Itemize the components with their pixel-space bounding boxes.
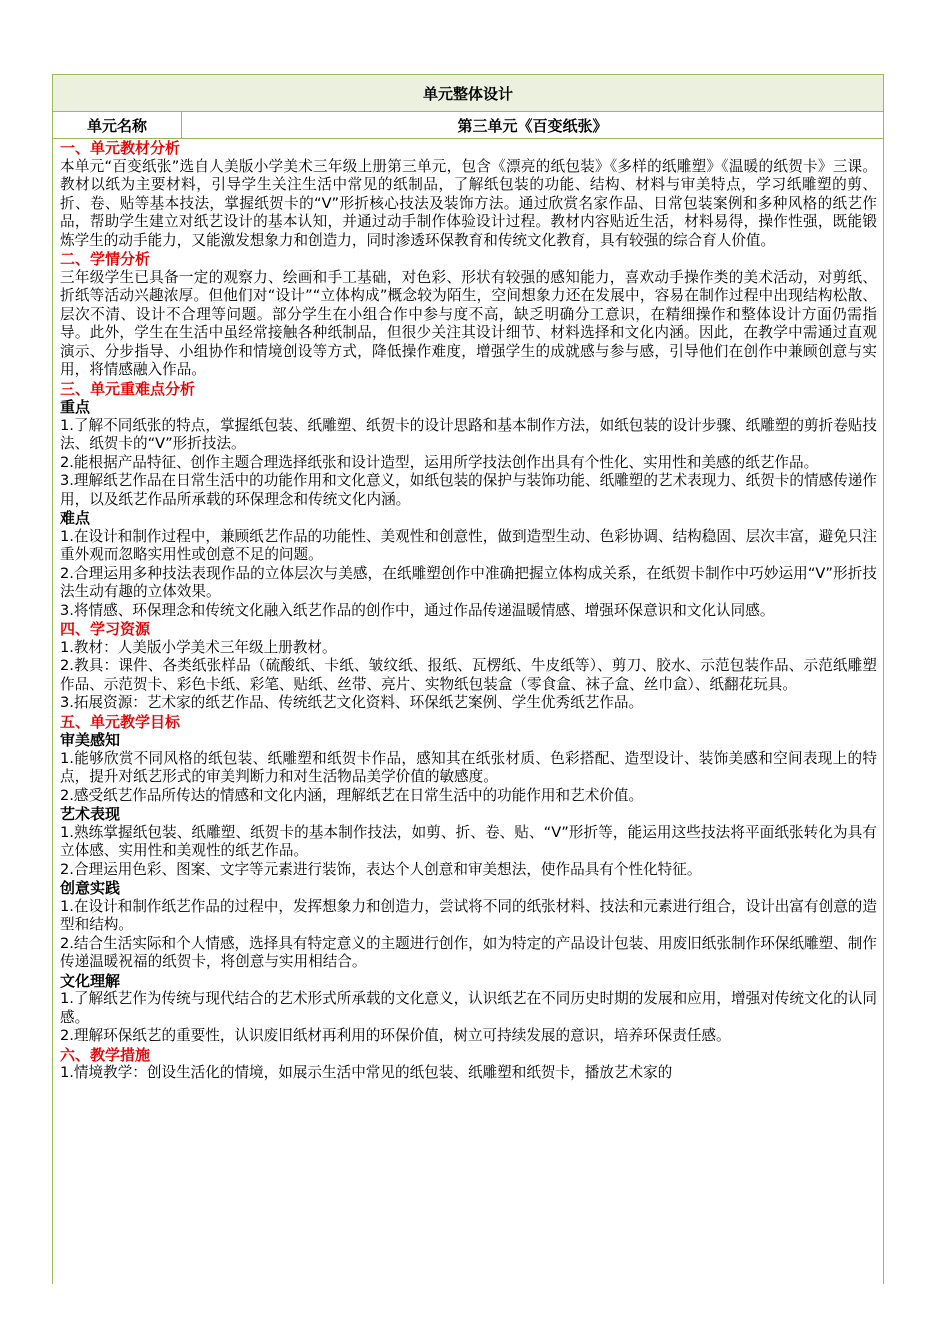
list-item: 1.能够欣赏不同风格的纸包装、纸雕塑和纸贺卡作品，感知其在纸张材质、色彩搭配、造型设计、装饰美感和空间表现上的特点，提升对纸艺形式的审美判断力和对生活物品美学价值的敏感度。 bbox=[60, 749, 877, 785]
list-item: 2.能根据产品特征、创作主题合理选择纸张和设计造型，运用所学技法创作出具有个性化、实用性和美感的纸艺作品。 bbox=[60, 453, 819, 471]
section-title-teaching-objectives: 五、单元教学目标 bbox=[60, 712, 181, 731]
section-title-textbook-analysis: 一、单元教材分析 bbox=[60, 139, 181, 157]
list-item: 1.了解纸艺作为传统与现代结合的艺术形式所承载的文化意义，认识纸艺在不同历史时期的发展和应用，增强对传统文化的认同感。 bbox=[60, 990, 877, 1026]
subheading-creative-practice: 创意实践 bbox=[60, 879, 121, 897]
list-item: 2.感受纸艺作品所传达的情感和文化内涵，理解纸艺在日常生活中的功能作用和艺术价值。 bbox=[60, 786, 644, 804]
list-item: 3.理解纸艺作品在日常生活中的功能作用和文化意义，如纸包装的保护与装饰功能、纸雕塑的艺术表现力、纸贺卡的情感传递作用，以及纸艺作品所承载的环保理念和传统文化内涵。 bbox=[60, 472, 877, 508]
section-paragraph: 三年级学生已具备一定的观察力、绘画和手工基础，对色彩、形状有较强的感知能力，喜欢动手操作类的美术活动，对剪纸、折纸等活动兴趣浓厚。但他们对“设计”“立体构成”概念较为陌生，空间想象力还在发展中，容易在制作过程中出现结构松散、层次不清、设计不合理等问题。部分学生在小组合作中参与度不高，缺乏明确分工意识，在精细操作和整体设计方面仍需指导。此外，学生在生活中虽经常接触各种纸制品，但很少关注其设计细节、材料选择和文化内涵。因此，在教学中需通过直观演示、分步指导、小组协作和情境创设等方式，降低操作难度，增强学生的成就感与参与感，引导他们在创作中兼顾创意与实用，将情感融入作品。 bbox=[60, 268, 877, 378]
list-item: 1.在设计和制作过程中，兼顾纸艺作品的功能性、美观性和创意性，做到造型生动、色彩协调、结构稳固、层次丰富，避免只注重外观而忽略实用性或创意不足的问题。 bbox=[60, 527, 877, 563]
unit-name-row bbox=[53, 112, 883, 139]
list-item: 1.情境教学：创设生活化的情境，如展示生活中常见的纸包装、纸雕塑和纸贺卡，播放艺术家的 bbox=[60, 1064, 673, 1081]
list-item: 1.教材：人美版小学美术三年级上册教材。 bbox=[60, 638, 337, 656]
list-item: 2.理解环保纸艺的重要性，认识废旧纸材再利用的环保价值，树立可持续发展的意识，培养环保责任感。 bbox=[60, 1027, 731, 1044]
section-paragraph: 本单元“百变纸张”选自人美版小学美术三年级上册第三单元，包含《漂亮的纸包装》《多样的纸雕塑》《温暖的纸贺卡》三课。教材以纸为主要材料，引导学生关注生活中常见的纸制品，了解纸包装的功能、结构、材料与审美特点，学习纸雕塑的剪、折、卷、贴等基本技法，掌握纸贺卡的“V”形折核心技法及装饰方法。通过欣赏名家作品、日常包装案例和多种风格的纸艺作品，帮助学生建立对纸艺设计的基本认知，并通过动手制作体验设计过程。教材内容贴近生活，材料易得，操作性强，既能锻炼学生的动手能力，又能激发想象力和创造力，同时渗透环保教育和传统文化教育，具有较强的综合育人价值。 bbox=[60, 157, 877, 249]
list-item: 3.拓展资源：艺术家的纸艺作品、传统纸艺文化资料、环保纸艺案例、学生优秀纸艺作品。 bbox=[60, 694, 644, 711]
subheading-cultural-understanding: 文化理解 bbox=[60, 971, 121, 990]
list-item: 1.了解不同纸张的特点，掌握纸包装、纸雕塑、纸贺卡的设计思路和基本制作方法，如纸包装的设计步骤、纸雕塑的剪折卷贴技法、纸贺卡的“V”形折技法。 bbox=[60, 416, 877, 452]
section-title-teaching-measures: 六、教学措施 bbox=[60, 1045, 151, 1064]
subheading-aesthetic-perception: 审美感知 bbox=[60, 731, 121, 749]
unit-name-label: 单元名称 bbox=[53, 112, 182, 138]
unit-design-table bbox=[52, 74, 884, 1284]
list-item: 2.合理运用色彩、图案、文字等元素进行装饰，表达个人创意和审美想法，使作品具有个性化特征。 bbox=[60, 860, 702, 878]
list-item: 2.合理运用多种技法表现作品的立体层次与美感，在纸雕塑创作中准确把握立体构成关系，在纸贺卡制作中巧妙运用“V”形折技法生动有趣的立体效果。 bbox=[60, 564, 877, 600]
section-title-key-difficult-points: 三、单元重难点分析 bbox=[60, 379, 196, 398]
list-item: 2.结合生活实际和个人情感，选择具有特定意义的主题进行创作，如为特定的产品设计包装、用废旧纸张制作环保纸雕塑、制作传递温暖祝福的纸贺卡，将创意与实用相结合。 bbox=[60, 934, 877, 970]
subheading-difficult-points: 难点 bbox=[60, 509, 91, 527]
list-item: 1.熟练掌握纸包装、纸雕塑、纸贺卡的基本制作技法，如剪、折、卷、贴、“V”形折等，能运用这些技法将平面纸张转化为具有立体感、实用性和美观性的纸艺作品。 bbox=[60, 823, 877, 859]
list-item: 1.在设计和制作纸艺作品的过程中，发挥想象力和创造力，尝试将不同的纸张材料、技法和元素进行组合，设计出富有创意的造型和结构。 bbox=[60, 897, 877, 933]
table-title: 单元整体设计 bbox=[53, 75, 883, 112]
section-title-learning-resources: 四、学习资源 bbox=[60, 620, 151, 638]
unit-name-value: 第三单元《百变纸张》 bbox=[457, 116, 608, 135]
subheading-key-points: 重点 bbox=[60, 398, 91, 416]
unit-content bbox=[53, 139, 883, 1083]
list-item: 2.教具：课件、各类纸张样品（硫酸纸、卡纸、皱纹纸、报纸、瓦楞纸、牛皮纸等）、剪刀、胶水、示范包装作品、示范纸雕塑作品、示范贺卡、彩色卡纸、彩笔、贴纸、丝带、亮片、实物纸包装盒（零食盒、袜子盒、丝巾盒）、纸翻花玩具。 bbox=[60, 657, 877, 693]
list-item: 3.将情感、环保理念和传统文化融入纸艺作品的创作中，通过作品传递温暖情感、增强环保意识和文化认同感。 bbox=[60, 601, 775, 619]
subheading-artistic-expression: 艺术表现 bbox=[60, 805, 121, 823]
section-title-learner-analysis: 二、学情分析 bbox=[60, 250, 151, 268]
